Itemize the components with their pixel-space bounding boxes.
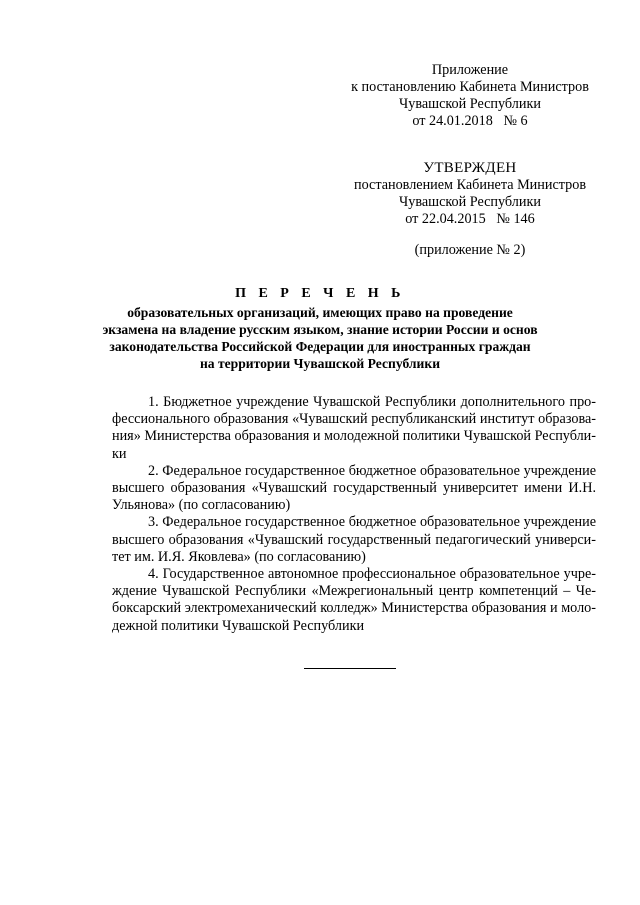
list-item-2: 2. Федеральное государственное бюджетное образовательное учреждение высшего образования «Чувашский государственный университет имени И.Н. Ульянова» (по согласованию) bbox=[112, 462, 596, 514]
approved-block bbox=[340, 160, 600, 228]
approved-line-3: от 22.04.2015 № 146 bbox=[405, 211, 535, 227]
heading-title: П Е Р Е Ч Е Н Ь bbox=[235, 286, 405, 301]
heading-line-1: образовательных организаций, имеющих право на проведение bbox=[127, 305, 513, 320]
heading-line-2: экзамена на владение русским языком, знание истории России и основ bbox=[102, 322, 538, 337]
end-divider bbox=[304, 668, 396, 669]
subappendix-text: (приложение № 2) bbox=[414, 242, 526, 258]
appendix-block bbox=[340, 62, 600, 130]
appendix-line-3: Чувашской Республики bbox=[399, 96, 541, 112]
document-heading bbox=[80, 285, 560, 372]
approved-line-2: Чувашской Республики bbox=[399, 194, 541, 210]
approved-title: УТВЕРЖДЕН bbox=[423, 160, 517, 176]
appendix-line-1: Приложение bbox=[431, 62, 509, 78]
organization-list bbox=[112, 394, 596, 635]
heading-line-4: на территории Чувашской Республики bbox=[199, 356, 441, 371]
heading-line-3: законодательства Российской Федерации для иностранных граждан bbox=[109, 339, 531, 354]
list-item-4: 4. Государственное автономное профессиональное образовательное учреждение Чувашской Республики «Межрегиональный центр компетенций – Чебоксарский электромеханический колледж» Министерства образования и молодежной политики Чувашской Республики bbox=[112, 566, 596, 634]
approved-line-1: постановлением Кабинета Министров bbox=[353, 177, 587, 193]
appendix-line-4: от 24.01.2018 № 6 bbox=[412, 113, 528, 129]
list-item-1: 1. Бюджетное учреждение Чувашской Республики дополнительного профессионального образования «Чувашский республиканский институт образования» Министерства образования и молодежной политики Чувашской Республики bbox=[112, 394, 596, 462]
subappendix-note bbox=[340, 242, 600, 259]
list-item-3: 3. Федеральное государственное бюджетное образовательное учреждение высшего образования «Чувашский государственный педагогический университет им. И.Я. Яковлева» (по согласованию) bbox=[112, 514, 596, 565]
appendix-line-2: к постановлению Кабинета Министров bbox=[351, 79, 589, 95]
